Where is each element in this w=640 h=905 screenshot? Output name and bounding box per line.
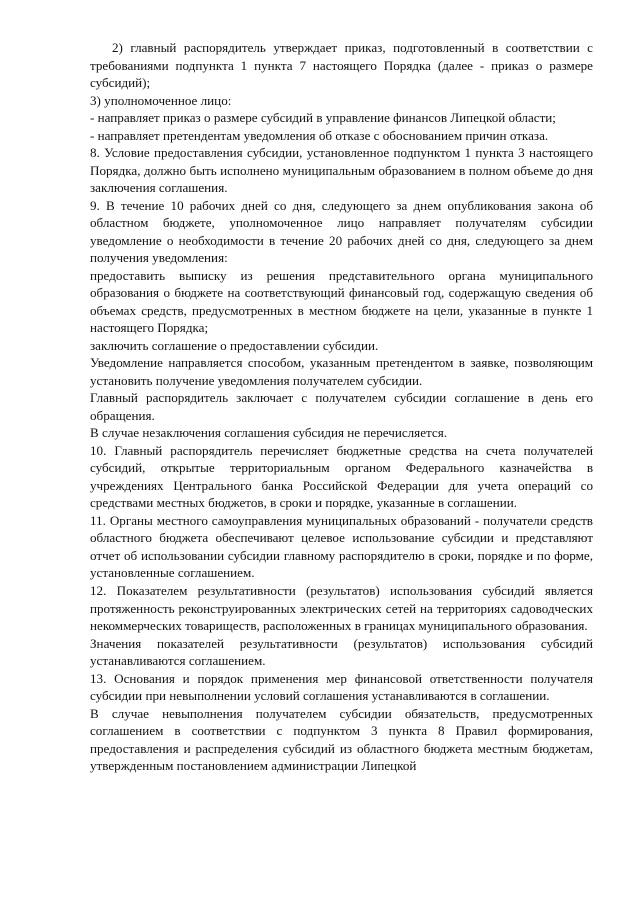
- paragraph: - направляет приказ о размере субсидий в управление финансов Липецкой области;: [90, 110, 556, 126]
- paragraph: Главный распорядитель заключает с получателем субсидии соглашение в день его обращения.: [90, 390, 593, 423]
- paragraph: 12. Показателем результативности (результатов) использования субсидий является протяженность реконструированных электрических сетей на территориях садоводческих некоммерческих товариществ, расположенных в границах муниципального образования.: [90, 582, 593, 634]
- paragraph: Уведомление направляется способом, указанным претендентом в заявке, позволяющим установить получение уведомления получателем субсидии.: [90, 355, 593, 388]
- paragraph: 13. Основания и порядок применения мер финансовой ответственности получателя субсидии при невыполнении условий соглашения устанавливаются в соглашении.: [90, 670, 593, 704]
- paragraph: 3) уполномоченное лицо:: [90, 92, 232, 108]
- document-text: [90, 39, 593, 775]
- paragraph: 10. Главный распорядитель перечисляет бюджетные средства на счета получателей субсидий, открытые территориальным органом Федерального казначейства в учреждениях Центрального банка Российской Федерации для учета операций со средствами местных бюджетов, в сроки и порядке, указанные в соглашении.: [90, 442, 593, 511]
- paragraph: В случае невыполнения получателем субсидии обязательств, предусмотренных соглашением в соответствии с подпунктом 3 пункта 8 Правил формирования, предоставления и распределения субсидий из областного бюджета местным бюджетам, утвержденным постановлением администрации Липецкой: [90, 705, 593, 774]
- paragraph: Значения показателей результативности (результатов) использования субсидий устанавливаются соглашением.: [90, 635, 593, 669]
- paragraph: 9. В течение 10 рабочих дней со дня, следующего за днем опубликования закона об областном бюджете, уполномоченное лицо направляет получателям субсидии уведомление о необходимости в течение 20 рабочих дней со дня, следующего за днем получения уведомления:: [90, 197, 593, 266]
- paragraph: В случае незаключения соглашения субсидия не перечисляется.: [90, 425, 448, 441]
- paragraph: предоставить выписку из решения представительного органа муниципального образования о бюджете на соответствующий финансовый год, содержащую сведения об объемах средств, предусмотренных в местном бюджете на цели, указанные в пункте 1 настоящего Порядка;: [90, 267, 593, 336]
- paragraph: 8. Условие предоставления субсидии, установленное подпунктом 1 пункта 3 настоящего Порядка, должно быть исполнено муниципальным образованием в полном объеме до дня заключения соглашения.: [90, 145, 593, 196]
- paragraph: 11. Органы местного самоуправления муниципальных образований - получатели средств областного бюджета обеспечивают целевое использование субсидии и представляют отчет об использовании субсидии главному распорядителю в сроки, порядке и по форме, установленные соглашением.: [90, 512, 593, 581]
- paragraph: 2) главный распорядитель утверждает приказ, подготовленный в соответствии с требованиями подпункта 1 пункта 7 настоящего Порядка (далее - приказ о размере субсидий);: [90, 40, 593, 91]
- paragraph: - направляет претендентам уведомления об отказе с обоснованием причин отказа.: [90, 127, 549, 143]
- paragraph: заключить соглашение о предоставлении субсидии.: [90, 337, 379, 353]
